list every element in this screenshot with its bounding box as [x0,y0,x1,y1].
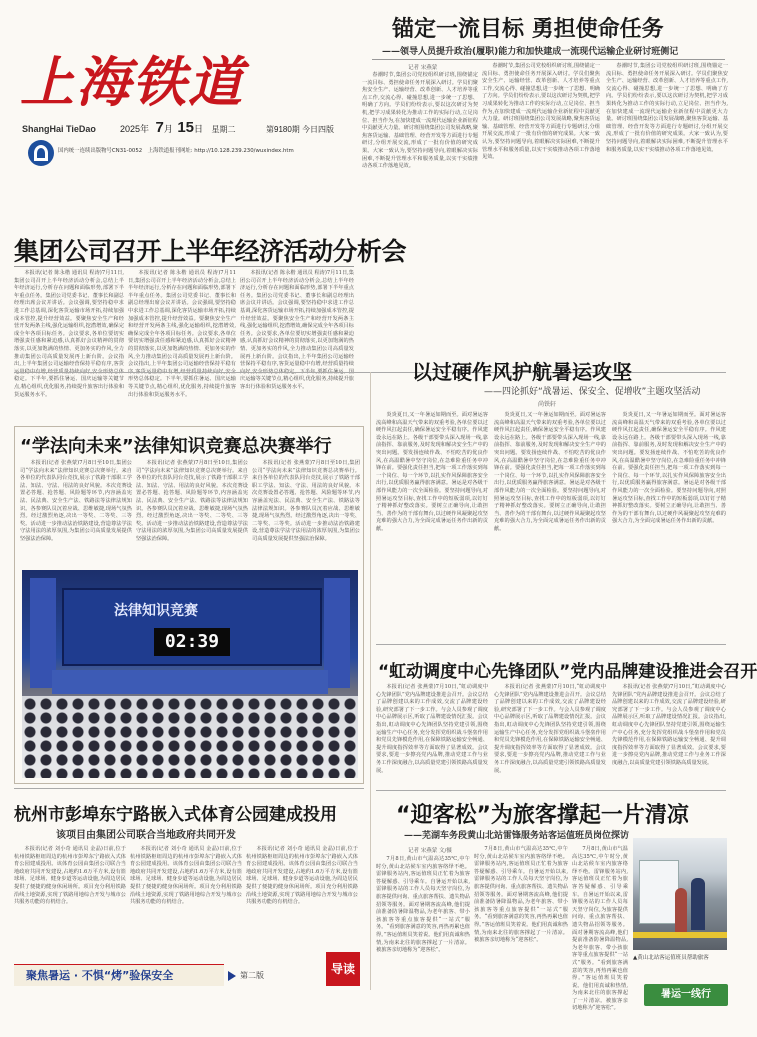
heat-body-col1: 炎炎夏日,又一年暑运如期而至。面对暑运客流高峰和高温天气带来的双重考验,各单位要以过硬作风扛起责任,确保暑运安全平稳有序。作风建设永远在路上。各级干部要带头深入现场一线,靠前指挥、靠前服务,及时发现和解决安全生产中的突出问题。要发扬连续作战、不怕吃苦的优良作风,在高温酷暑中坚守岗位,在急难险重任务中冲锋在前。要强化责任担当,把每一项工作落实到每一个岗位、每一个环节,以扎实作风保障旅客安全出行,以优质服务赢得旅客满意。暑运是对各级干部作风能力的一次全面检验。要坚持问题导向,对照暑运攻坚目标,查找工作中的短板弱项,以钉钉子精神抓好整改落实。要树立正确导向,让敢担当、善作为的干部有舞台,以过硬作风凝聚起攻坚克难的强大合力,为全面完成暑运任务作出新的贡献。 [376,412,488,532]
staff-figure [691,878,705,930]
hz-body-col1: 本报讯(记者 刘小奇 通讯员 金晶)日前,位于杭州铁路枢纽周边的杭州市彭埠东宁路嵌入式体育公园建成投用。该体育公园由集团公司联合当地政府共同开发建设,占地约1.6万平方米,设有篮球场、足球场、健身步道等运动设施,为周边居民提供了便捷的健身休闲场所。项目充分利用铁路沿线土地资源,实现了铁路用地综合开发与城市公共服务功能的有机结合。 [14,846,126,906]
date-day: 15 [177,119,194,136]
top-right-subhead: ——领导人员提升政治(履职)能力和加快建成一流现代运输企业研讨班侧记 [382,47,679,57]
hz-subhead: 该项目由集团公司联合当地政府共同开发 [56,830,236,841]
screen-title: 法律知识竞赛 [114,603,198,619]
top-right-body-col3: 春潮时节,集团公司党校组织研讨班,围绕锚定一流目标、勇担使命任务开展深入研讨。学员们聚焦安全生产、运输经营、改革创新、人才培养等重点工作,交流心得、碰撞思想,进一步统一了思想、明确了方向。学员们纷纷表示,要以这次研讨为契机,把学习成果转化为推动工作的实际行动,立足岗位、担当作为,在加快建成一流现代运输企业新征程中贡献更大力量。研讨班围绕集团公司发展战略,聚焦客货运输、基础管理、经营开发等方面进行专题研讨,分组开展交流,形成了一批有价值的研究成果。大家一致认为,要坚持问题导向,着眼解决实际困难,不断提升管理水平和服务质量,以实干实绩推动各项工作落地见效。 [606,63,728,153]
welcome-body-col1: 7月8日,黄山市气温高达35℃,中午时分,黄山北站候车室内旅客络绎不绝。雷锋服务站内,客运值班员正忙着为旅客答疑解惑、引导乘车。自暑运开始以来,雷锋服务站的工作人员每天坚守岗位,为旅客提供问询、重点旅客帮扶、遗失物品招领等服务。面对暑期客流高峰,他们提前准备防暑降温物品,为老年旅客、带小孩旅客等重点旅客提供“一站式”服务。“看到旅客满意的笑容,再热再累也值得。”客运值班员笑着说。他们用真诚和热情,为南来北往的旅客撑起了一片清凉。被旅客亲切地称为“迎客松”。 [376,856,470,954]
lead-body-col2: 本报讯(记者 陈永楷 通讯员 程涛)7月11日,集团公司召开上半年经济活动分析会,总结上半年经济运行,分析存在问题和面临形势,部署下半年重点任务。集团公司党委书记、董事长和副总经理出席会议并讲话。会议强调,要坚持稳中求进工作总基调,深化客货运输市场开拓,持续加强成本管控,提升经营效益。要聚焦安全生产和经营开发两条主线,强化运输组织,挖潜增效,确保完成全年各项目标任务。会议要求,各单位要切实增强责任感和紧迫感,认真抓好会议精神的贯彻落实,以更加饱满的热情、更加务实的作风,全力推动集团公司高质量发展再上新台阶。会议指出,上半年集团公司运输经营保持平稳有 形势总体稳定。下半年,要抓住暑运、国庆运输等关键节点,精心组织,优化服务,持续提升旅客出行体验和货运服务水平。 [128,270,236,398]
hongqiao-body-col2: 本报讯(记者 张燕蒙)7月10日,“虹动调度中心先锋团队”党内品牌建设推进会召开。会议总结了品牌创建以来的工作成效,交流了品牌建设经验,研究部署了下一步工作。与会人员参观了调度中心品牌展示区,听取了品牌建设情况汇报。会议指出,虹动调度中心先锋团队坚持党建引领,围绕运输生产中心任务,充分发挥党组织战斗堡垒作用和党员先锋模范作用,在保障铁路运输安全畅通、提升调度指挥效率等方面取得了显著成效。会议要求,要进一步擦亮党内品牌,推动党建工作与业务工作深度融合,以高质量党建引领铁路高质量发展。 [494,684,606,774]
top-right-body-col2: 春潮时节,集团公司党校组织研讨班,围绕锚定一流目标、勇担使命任务开展深入研讨。学员们聚焦安全生产、运输经营、改革创新、人才培养等重点工作,交流心得、碰撞思想,进一步统一了思想、明确了方向。学员们纷纷表示,要以这次研讨为契机,把学习成果转化为推动工作的实际行动,立足岗位、担当作为,在加快建成一流现代运输企业新征程中贡献更大力量。研讨班围绕集团公司发展战略,聚焦客货运输、基础管理、经营开发等方面进行专题研讨,分组开展交流,形成了一批有价值的研究成果。大家一致认为,要坚持问题导向,着眼解决实际困难,不断提升管理水平和服务质量,以实干实绩推动各项工作落地见效。 [482,63,600,161]
law-body-col1: 本报讯(记者 张燕蒙)7月8日至10日,集团公司“学法向未来”法律知识竞赛总决赛举行。来自各单位的代表队同台竞技,展示了铁路干部职工学法、知法、守法、用法的良好风貌。本次竞赛设置必答题、抢答题、风险题等环节,内容涵盖宪法、民法典、安全生产法、铁路法等法律法规知识。各参赛队员沉着应战、思维敏捷,现场气氛热烈。经过激烈角逐,决出一等奖、二等奖、三等奖。活动进一步推动法治铁路建设,营造尊法学法守法用法的浓厚氛围,为集团公司高质量发展提供坚强法治保障。 [20,460,132,542]
welcome-byline: 记者 宋燕蒙 文/摄 [408,848,452,854]
issue-number: 第9180期 今日四版 [266,125,335,134]
welcome-body-col3: 7月8日,黄山市气温高达35℃,中午时分,黄山北站候车室内旅客络绎不绝。雷锋服务站内,客运值班员正忙着为旅客答疑解惑、引导乘车。自暑运开始以来,雷锋服务站的工作人员每天坚守岗位,为旅客提供问询、重点旅客帮扶、遗失物品招领等服务。面对暑期客流高峰,他们提前准备防暑降温物品,为老年旅客、带小孩旅客等重点旅客提供“一站式”服务。“看到旅客满意的笑容,再热再累也值得。”客运值班员笑着说。他们用真诚和热情,为南来北往的旅客撑起了一片清凉。被旅客亲切地称为“迎客松”。 [572,846,628,1012]
date-year: 2025 [120,124,141,134]
law-body-col3: 本报讯(记者 张燕蒙)7月8日至10日,集团公司“学法向未来”法律知识竞赛总决赛举行。来自各单位的代表队同台竞技,展示了铁路干部职工学法、知法、守法、用法的良好风貌。本次竞赛设置必答题、抢答题、风险题等环节,内容涵盖宪法、民法典、安全生产法、铁路法等法律法规知识。各参赛队员沉着应战、思维敏捷,现场气氛热烈。经过激烈角逐,决出一等奖、二等奖、三等奖。活动进一步推动法治铁路建设,营造尊法学法守法用法的浓厚氛围,为集团公司高质量发展提供坚强法治保障。 [252,460,360,542]
top-right-body: 春潮时节,集团公司党校组织研讨班,围绕锚定一流目标、勇担使命任务开展深入研讨。学员们聚焦安全生产、运输经营、改革创新、人才培养等重点工作,交流心得、碰撞思想,进一步统一了思想、明确了方向。学员们纷纷表示,要以这次研讨为契机,把学习成果转化为推动工作的实际行动,立足岗位、担当作为,在加快建成一流现代运输企业新征程中贡献更大力量。研讨班围绕集团公司发展战略,聚焦客货运输、基础管理、经营开发等方面进行专题研讨,分组开展交流,形成了一批有价值的研究成果。大家一致认为,要坚持问题导向,着眼解决实际困难,不断提升管理水平和服务质量,以实干实绩推动各项工作落地见效。 [362,72,478,170]
top-right-headline: 锚定一流目标 勇担使命任务 [392,17,664,42]
guide-tag: 导读 [326,952,360,986]
heat-headline: 以过硬作风护航暑运攻坚 [412,360,632,384]
welcome-body-col2: 7月8日,黄山市气温高达35℃,中午时分,黄山北站候车室内旅客络绎不绝。雷锋服务站内,客运值班员正忙着为旅客答疑解惑、引导乘车。自暑运开始以来,雷锋服务站的工作人员每天坚守岗位,为旅客提供问询、重点旅客帮扶、遗失物品招领等服务。面对暑期客流高峰,他们提前准备防暑降温物品,为老年旅客、带小孩旅客等重点旅客提供“一站式”服务。“看到旅客满意的笑容,再热再累也值得。”客运值班员笑着说。他们用真诚和热情,为南来北往的旅客撑起了一片清凉。被旅客亲切地称为“迎客松”。 [474,846,568,944]
lead-body-col3: 本报讯(记者 陈永楷 通讯员 程涛)7月11日,集团公司召开上半年经济活动分析会,总结上半年经济运行,分析存在问题和面临形势,部署下半年重点任务。集团公司党委书记、董事长和副总经理出席会议并讲话。会议强调,要坚持稳中求进工作总基调,深化客货运输市场开拓,持续加强成本管控,提升经营效益。要聚焦安全生产和经营开发两条主线,强化运输组织,挖潜增效,确保完成全年各项目标任务。会议要求,各单位要切实增强责任感和紧迫感,认真抓好会议精神的贯彻落实,以更加饱满的热情、更加务实的作风,全力推动集团公司高质量发展再上新台阶。会议指出,上半年集团公司运输经营保持平稳有序,客货运量稳中有增,经营质量持续 庆运输等关键节点,精心组织,优化服务,持续提升旅客出行体验和货运服务水平。 [240,270,354,390]
date-weekday: 星期二 [211,125,236,134]
lead-headline: 集团公司召开上半年经济活动分析会 [14,237,407,266]
welcome-rule [376,790,726,791]
heat-body-col2: 炎炎夏日,又一年暑运如期而至。面对暑运客流高峰和高温天气带来的双重考验,各单位要以过硬作风扛起责任,确保暑运安全平稳有序。作风建设永远在路上。各级干部要带头深入现场一线,靠前指挥、靠前服务,及时发现和解决安全生产中的突出问题。要发扬连续作战、不怕吃苦的优良作风,在高温酷暑中坚守岗位,在急难险重任务中冲锋在前。要强化责任担当,把每一项工作落实到每一个岗位、每一个环节,以扎实作风保障旅客安全出行,以优质服务赢得旅客满意。暑运是对各级干部作风能力的一次全面检验。要坚持问题导向,对照暑运攻坚目标,查找工作中的短板弱项,以钉钉子精神抓好整改落实。要树立正确导向,让敢担当、善作为的干部有舞台,以过硬作风凝聚起攻坚克难的强大合力,为全面完成暑运任务作出新的贡献。 [494,412,606,532]
passenger-figure [675,888,687,932]
summer-line-tag: 暑运一线行 [644,984,728,1006]
audience-crowd [22,696,358,778]
competition-photo [22,570,358,778]
issue-date: 2025年 7月 15日 星期二 [120,119,236,136]
page-pointer-icon [228,971,236,981]
masthead-logo: 上海铁道 [20,50,244,114]
law-headline: “学法向未来”法律知识竞赛总决赛举行 [20,436,332,457]
lead-rule [14,266,354,267]
railway-logo-icon [28,140,54,166]
masthead-pinyin: ShangHai TieDao [22,124,96,134]
heat-byline: 尚铁轩 [538,401,557,408]
registration-line: 国内统一连续出版物号CN31-0052 上海铁道报刊网址: http://10.128.239.230/wuxindex.htm [58,148,294,154]
train-car [639,860,679,924]
hz-headline: 杭州市彭埠东宁路嵌入式体育公园建成投用 [14,805,337,825]
bottom-left-rule [14,788,364,789]
photo-caption: ▲黄山北站客运值班员帮助旅客 [633,955,709,961]
heat-body-col3: 炎炎夏日,又一年暑运如期而至。面对暑运客流高峰和高温天气带来的双重考验,各单位要以过硬作风扛起责任,确保暑运安全平稳有序。作风建设永远在路上。各级干部要带头深入现场一线,靠前指挥、靠前服务,及时发现和解决安全生产中的突出问题。要发扬连续作战、不怕吃苦的优良作风,在高温酷暑中坚守岗位,在急难险重任务中冲锋在前。要强化责任担当,把每一项工作落实到每一个岗位、每一个环节,以扎实作风保障旅客安全出行,以优质服务赢得旅客满意。暑运是对各级干部作风能力的一次全面检验。要坚持问题导向,对照暑运攻坚目标,查找工作中的短板弱项,以钉钉子精神抓好整改落实。要树立正确导向,让敢担当、善作为的干部有舞台,以过硬作风凝聚起攻坚克难的强大合力,为全面完成暑运任务作出新的贡献。 [612,412,726,525]
date-month: 7 [155,119,164,136]
summer-banner-text: 聚焦暑运 · 不惧“烤”验保安全 [26,969,174,982]
top-right-byline: 记者 宋燕蒙 [408,65,438,71]
hz-body-col2: 本报讯(记者 刘小奇 通讯员 金晶)日前,位于杭州铁路枢纽周边的杭州市彭埠东宁路嵌入式体育公园建成投用。该体育公园由集团公司联合当地政府共同开发建设,占地约1.6万平方米,设有篮球场、足球场、健身步道等运动设施,为周边居民提供了便捷的健身休闲场所。项目充分利用铁路沿线土地资源,实现了铁路用地综合开发与城市公共服务功能的有机结合。 [130,846,242,906]
scoreboard-display: 02:39 [154,628,230,656]
center-column-rule [370,372,371,990]
summer-banner-page: 第二版 [240,971,264,980]
hongqiao-body-col3: 本报讯(记者 张燕蒙)7月10日,“虹动调度中心先锋团队”党内品牌建设推进会召开。会议总结了品牌创建以来的工作成效,交流了品牌建设经验,研究部署了下一步工作。与会人员参观了调度中心品牌展示区,听取了品牌建设情况汇报。会议指出,虹动调度中心先锋团队坚持党建引领,围绕运输生产中心任务,充分发挥党组织战斗堡垒作用和党员先锋模范作用,在保障铁路运输安全畅通、提升调度指挥效率等方面取得了显著成效。会议要求,要进一步擦亮党内品牌,推动党建工作与业务工作深度融合,以高质量党建引领铁路高质量发展。 [612,684,726,766]
law-body-col2: 本报讯(记者 张燕蒙)7月8日至10日,集团公司“学法向未来”法律知识竞赛总决赛举行。来自各单位的代表队同台竞技,展示了铁路干部职工学法、知法、守法、用法的良好风貌。本次竞赛设置必答题、抢答题、风险题等环节,内容涵盖宪法、民法典、安全生产法、铁路法等法律法规知识。各参赛队员沉着应战、思维敏捷,现场气氛热烈。经过激烈角逐,决出一等奖、二等奖、三等奖。活动进一步推动法治铁路建设,营造尊法学法守法用法的浓厚氛围,为集团公司高质量发展提供坚强法治保障。 [136,460,248,542]
hz-body-col3: 本报讯(记者 刘小奇 通讯员 金晶)日前,位于杭州铁路枢纽周边的杭州市彭埠东宁路嵌入式体育公园建成投用。该体育公园由集团公司联合当地政府共同开发建设,占地约1.6万平方米,设有篮球场、足球场、健身步道等运动设施,为周边居民提供了便捷的健身休闲场所。项目充分利用铁路沿线土地资源,实现了铁路用地综合开发与城市公共服务功能的有机结合。 [246,846,358,906]
welcome-headline: “迎客松”为旅客撑起一片清凉 [396,803,689,828]
heat-subhead: ——四论抓好“战暑运、保安全、促增收”主题攻坚活动 [484,387,701,397]
contest-desk [52,670,328,694]
hongqiao-rule [376,644,726,645]
lead-body-col1: 本报讯(记者 陈永楷 通讯员 程涛)7月11日,集团公司召开上半年经济活动分析会,总结上半年经济运行,分析存在问题和面临形势,部署下半年重点任务。集团公司党委书记、董事长和副总经理出席会议并讲话。会议强调,要坚持稳中求进工作总基调,深化客货运输市场开拓,持续加强成本管控,提升经营效益。要聚焦安全生产和经营开发两条主线,强化运输组织,挖潜增效,确保完成全年各项目标任务。会议要求,各单位要切实增强责任感和紧迫感,认真抓好会议精神的贯彻落实,以更加饱满的热情、更加务实的作风,全力推动集团公司高质量发展再上新台阶。会议指出,上半年集团公司运输经营保持平稳有序,客货 稳定。下半年,要抓住暑运、国庆运输等关键节点,精心组织,优化服务,持续提升旅客出行体验和货运服务水平。 [14,270,124,398]
masthead [0,0,335,180]
station-photo [633,838,727,950]
top-right-rule [372,59,725,60]
welcome-subhead: ——芜湖车务段黄山北站雷锋服务站客运值班员岗位探访 [404,831,630,841]
hongqiao-headline: “虹动调度中心先锋团队”党内品牌建设推进会召开 [378,662,757,682]
hongqiao-body-col1: 本报讯(记者 张燕蒙)7月10日,“虹动调度中心先锋团队”党内品牌建设推进会召开。会议总结了品牌创建以来的工作成效,交流了品牌建设经验,研究部署了下一步工作。与会人员参观了调度中心品牌展示区,听取了品牌建设情况汇报。会议指出,虹动调度中心先锋团队坚持党建引领,围绕运输生产中心任务,充分发挥党组织战斗堡垒作用和党员先锋模范作用,在保障铁路运输安全畅通、提升调度指挥效率等方面取得了显著成效。会议要求,要进一步擦亮党内品牌,推动党建工作与业务工作深度融合,以高质量党建引领铁路高质量发展。 [376,684,488,774]
platform-edge [633,932,727,938]
